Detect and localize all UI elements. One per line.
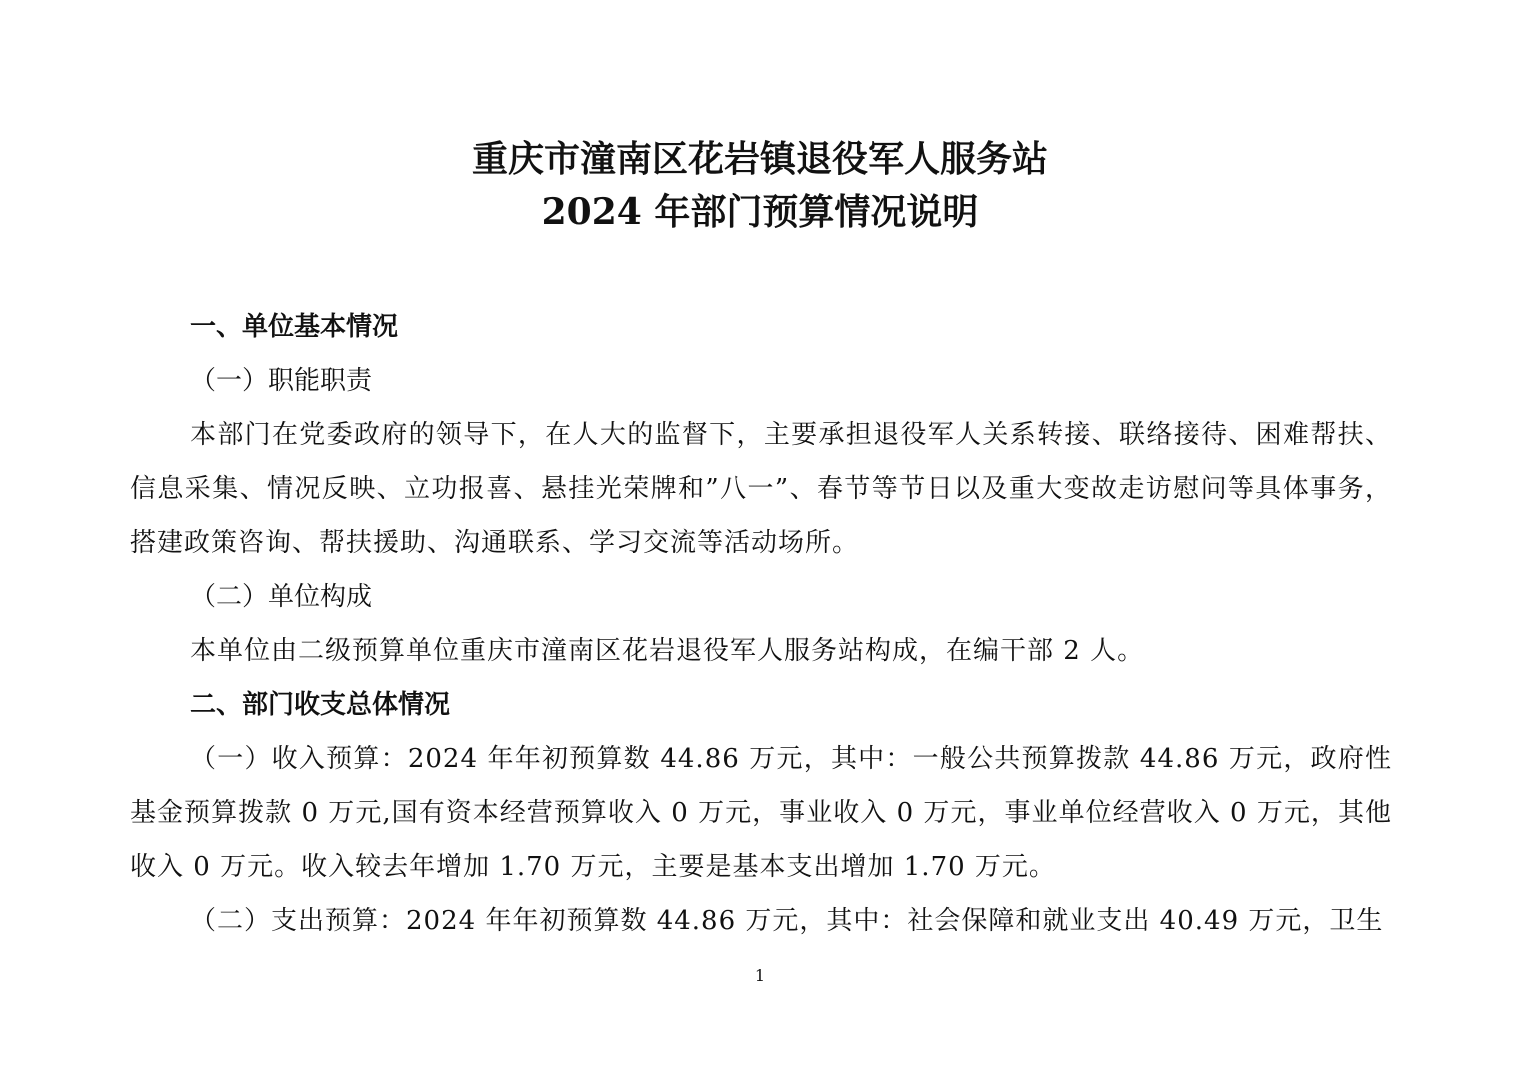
paragraph-composition: 本单位由二级预算单位重庆市潼南区花岩退役军人服务站构成，在编干部 2 人。: [190, 636, 1145, 666]
section-heading-budget-overview: 二、部门收支总体情况: [190, 690, 451, 720]
paragraph-duties: 本部门在党委政府的领导下，在人大的监督下，主要承担退役军人关系转接、联络接待、困难帮扶、信息采集、情况反映、立功报喜、悬挂光荣牌和”八一”、春节等节日以及重大变故走访慰问等具体事务，搭建政策咨询、帮扶援助、沟通联系、学习交流等活动场所。: [130, 420, 1392, 558]
income-budget-text: 2024 年年初预算数 44.86 万元，其中：一般公共预算拨款 44.86 万元，政府性基金预算拨款 0 万元,国有资本经营预算收入 0 万元，事业收入 0 万元，事业单位经营收入 0 万元，其他收入 0 万元。收入较去年增加 1.70 万元，主要是基本支出增加 1.70 万元。: [130, 744, 1392, 882]
subsection-heading-composition: （二）单位构成: [190, 582, 373, 612]
document-body: [130, 300, 1392, 948]
paragraph-expenditure-budget: [130, 894, 1392, 948]
document-title-line-2: 2024 年部门预算情况说明: [541, 191, 979, 233]
document-title-line-1: 重庆市潼南区花岩镇退役军人服务站: [471, 138, 1048, 180]
page-number: 1: [754, 966, 766, 985]
income-budget-lead: （一）收入预算：: [190, 744, 408, 774]
subsection-heading-duties: （一）职能职责: [190, 366, 373, 396]
paragraph-income-budget: [130, 732, 1392, 894]
expenditure-budget-text: 2024 年年初预算数 44.86 万元，其中：社会保障和就业支出 40.49 万元，卫生: [406, 906, 1384, 936]
expenditure-budget-lead: （二）支出预算：: [190, 906, 407, 936]
section-heading-basic-info: 一、单位基本情况: [190, 312, 399, 342]
